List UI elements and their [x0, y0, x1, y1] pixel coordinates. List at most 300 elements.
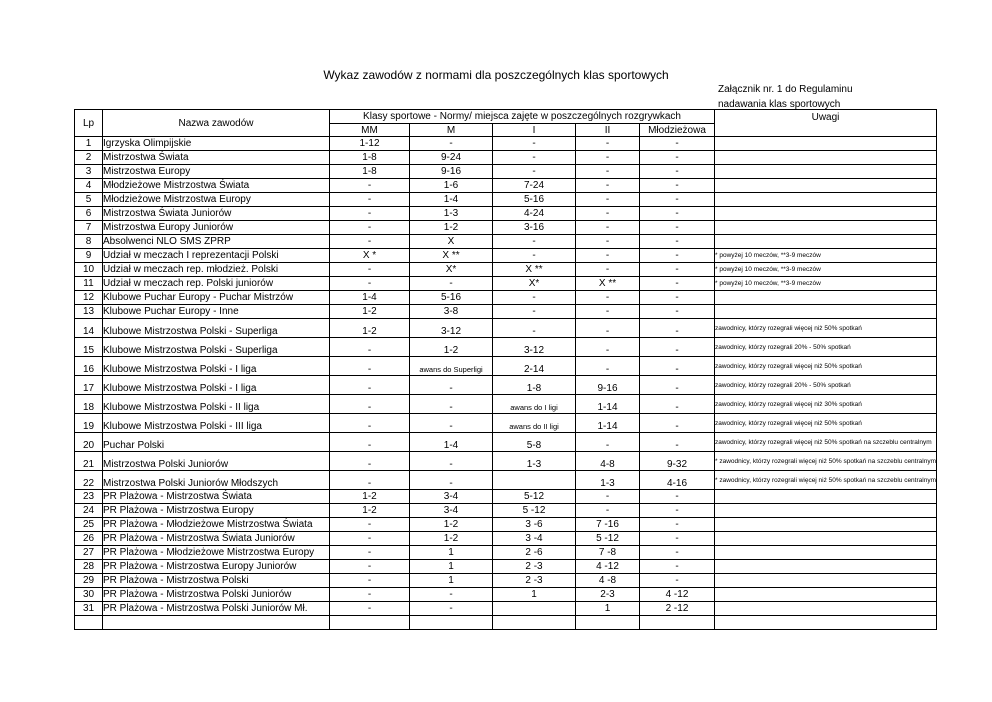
norm-i: 3 -4 — [493, 532, 576, 546]
header-youth: Młodzieżowa — [640, 124, 715, 137]
norm-youth: - — [640, 574, 715, 588]
competition-name: Udział w meczach I reprezentacji Polski — [103, 249, 330, 263]
norm-ii: 1 — [576, 602, 640, 616]
row-number: 13 — [75, 305, 103, 319]
competition-name: PR Plażowa - Młodzieżowe Mistrzostwa Europy — [103, 546, 330, 560]
norm-youth: - — [640, 376, 715, 395]
row-number: 7 — [75, 221, 103, 235]
norm-m: 1-6 — [410, 179, 493, 193]
norm-m: - — [410, 395, 493, 414]
norm-ii: - — [576, 207, 640, 221]
row-number: 4 — [75, 179, 103, 193]
competition-name: Klubowe Mistrzostwa Polski - I liga — [103, 376, 330, 395]
norm-i: - — [493, 151, 576, 165]
table-row — [75, 207, 937, 221]
norm-i: 1 — [493, 588, 576, 602]
competition-name: Puchar Polski — [103, 433, 330, 452]
norm-ii: - — [576, 490, 640, 504]
norm-i: 5-8 — [493, 433, 576, 452]
norm-m: X ** — [410, 249, 493, 263]
table-row — [75, 291, 937, 305]
norm-mm: - — [330, 376, 410, 395]
remark — [715, 602, 937, 616]
competition-name: Mistrzostwa Świata Juniorów — [103, 207, 330, 221]
remark — [715, 305, 937, 319]
row-number: 22 — [75, 471, 103, 490]
norm-i: X ** — [493, 263, 576, 277]
norm-youth: - — [640, 395, 715, 414]
row-number: 3 — [75, 165, 103, 179]
norm-ii: 7 -16 — [576, 518, 640, 532]
norm-m: 1-2 — [410, 518, 493, 532]
empty-cell — [576, 616, 640, 630]
norm-mm: - — [330, 263, 410, 277]
norm-youth: 4 -12 — [640, 588, 715, 602]
norm-ii: - — [576, 357, 640, 376]
norm-youth: 9-32 — [640, 452, 715, 471]
remark — [715, 504, 937, 518]
header-i: I — [493, 124, 576, 137]
competition-name: Klubowe Puchar Europy - Puchar Mistrzów — [103, 291, 330, 305]
remark — [715, 179, 937, 193]
norm-youth: - — [640, 532, 715, 546]
norm-mm: X * — [330, 249, 410, 263]
table-row — [75, 179, 937, 193]
row-number: 1 — [75, 137, 103, 151]
competition-name: PR Plażowa - Młodzieżowe Mistrzostwa Świata — [103, 518, 330, 532]
empty-cell — [640, 616, 715, 630]
table-row — [75, 395, 937, 414]
remark — [715, 221, 937, 235]
remark: zawodnicy, którzy rozegrali więcej niż 50% spotkań — [715, 357, 937, 376]
norm-mm: - — [330, 588, 410, 602]
empty-cell — [75, 616, 103, 630]
norm-mm: - — [330, 433, 410, 452]
norm-i: 3 -6 — [493, 518, 576, 532]
norm-youth: - — [640, 560, 715, 574]
competition-name: Udział w meczach rep. młodzież. Polski — [103, 263, 330, 277]
norm-ii: 9-16 — [576, 376, 640, 395]
competition-name: PR Plażowa - Mistrzostwa Europy Juniorów — [103, 560, 330, 574]
norm-ii: - — [576, 504, 640, 518]
remark — [715, 532, 937, 546]
norm-youth: - — [640, 207, 715, 221]
empty-cell — [410, 616, 493, 630]
norm-ii: 2-3 — [576, 588, 640, 602]
competition-name: Mistrzostwa Europy — [103, 165, 330, 179]
remark: * powyżej 10 meczów, **3-9 meczów — [715, 249, 937, 263]
norm-i: - — [493, 305, 576, 319]
norms-table — [74, 109, 937, 630]
row-number: 9 — [75, 249, 103, 263]
row-number: 2 — [75, 151, 103, 165]
norm-youth: - — [640, 357, 715, 376]
norm-m: 1 — [410, 574, 493, 588]
remark: * powyżej 10 meczów, **3-9 meczów — [715, 263, 937, 277]
remark — [715, 560, 937, 574]
competition-name: PR Plażowa - Mistrzostwa Świata — [103, 490, 330, 504]
norm-i: 3-16 — [493, 221, 576, 235]
table-row — [75, 221, 937, 235]
norm-i: - — [493, 319, 576, 338]
row-number: 18 — [75, 395, 103, 414]
norm-i: 2-14 — [493, 357, 576, 376]
table-row — [75, 376, 937, 395]
row-number: 28 — [75, 560, 103, 574]
norm-ii: 4 -8 — [576, 574, 640, 588]
norm-m: 1-4 — [410, 193, 493, 207]
empty-cell — [493, 616, 576, 630]
norm-ii: 1-14 — [576, 414, 640, 433]
row-number: 12 — [75, 291, 103, 305]
norm-ii: - — [576, 235, 640, 249]
header-ii: II — [576, 124, 640, 137]
row-number: 11 — [75, 277, 103, 291]
norm-ii: 1-14 — [576, 395, 640, 414]
norm-ii: 5 -12 — [576, 532, 640, 546]
competition-name: Klubowe Puchar Europy - Inne — [103, 305, 330, 319]
competition-name: PR Plażowa - Mistrzostwa Polski Juniorów — [103, 588, 330, 602]
remark — [715, 291, 937, 305]
norm-ii: 1-3 — [576, 471, 640, 490]
norm-youth: 2 -12 — [640, 602, 715, 616]
norm-mm: - — [330, 207, 410, 221]
norm-mm: - — [330, 357, 410, 376]
norm-i: 7-24 — [493, 179, 576, 193]
norm-ii: - — [576, 263, 640, 277]
norm-youth: - — [640, 319, 715, 338]
table-body — [75, 137, 937, 630]
table-row — [75, 532, 937, 546]
norm-youth: - — [640, 165, 715, 179]
competition-name: Udział w meczach rep. Polski juniorów — [103, 277, 330, 291]
competition-name: Mistrzostwa Europy Juniorów — [103, 221, 330, 235]
row-number: 26 — [75, 532, 103, 546]
row-number: 16 — [75, 357, 103, 376]
norm-m: 1-2 — [410, 532, 493, 546]
norm-i: 2 -3 — [493, 574, 576, 588]
norm-youth: - — [640, 179, 715, 193]
competition-name: PR Plażowa - Mistrzostwa Polski — [103, 574, 330, 588]
competition-name: Klubowe Mistrzostwa Polski - I liga — [103, 357, 330, 376]
header-lp: Lp — [75, 110, 103, 137]
remark — [715, 518, 937, 532]
norm-youth: - — [640, 263, 715, 277]
norm-i: awans do II ligi — [493, 414, 576, 433]
table-row — [75, 560, 937, 574]
remark — [715, 165, 937, 179]
header-row-1 — [75, 110, 937, 124]
remark — [715, 574, 937, 588]
norm-mm: - — [330, 452, 410, 471]
annex-note — [718, 82, 853, 112]
remark — [715, 151, 937, 165]
row-number: 19 — [75, 414, 103, 433]
table-row — [75, 490, 937, 504]
norm-mm: - — [330, 602, 410, 616]
norm-youth: - — [640, 235, 715, 249]
norm-mm: - — [330, 193, 410, 207]
norm-youth: - — [640, 137, 715, 151]
norm-m: 9-16 — [410, 165, 493, 179]
remark — [715, 207, 937, 221]
norm-mm: - — [330, 574, 410, 588]
remark — [715, 588, 937, 602]
norm-ii: - — [576, 165, 640, 179]
norm-i: 1-8 — [493, 376, 576, 395]
norm-mm: - — [330, 235, 410, 249]
norm-i: awans do I ligi — [493, 395, 576, 414]
norm-youth: 4-16 — [640, 471, 715, 490]
remark — [715, 137, 937, 151]
row-number: 29 — [75, 574, 103, 588]
norm-ii: - — [576, 319, 640, 338]
norm-m: - — [410, 452, 493, 471]
header-mm: MM — [330, 124, 410, 137]
norm-i: - — [493, 165, 576, 179]
norm-mm: - — [330, 518, 410, 532]
table-row — [75, 305, 937, 319]
norm-i: 5-16 — [493, 193, 576, 207]
norm-ii: - — [576, 137, 640, 151]
norm-youth: - — [640, 433, 715, 452]
competition-name: Młodzieżowe Mistrzostwa Europy — [103, 193, 330, 207]
row-number: 30 — [75, 588, 103, 602]
header-classes: Klasy sportowe - Normy/ miejsca zajęte w poszczególnych rozgrywkach — [330, 110, 715, 124]
norm-i: - — [493, 137, 576, 151]
norm-m: 9-24 — [410, 151, 493, 165]
table-row-empty — [75, 616, 937, 630]
remark: zawodnicy, którzy rozegrali więcej niż 30% spotkań — [715, 395, 937, 414]
norm-m: - — [410, 588, 493, 602]
norm-m: 3-4 — [410, 490, 493, 504]
norm-mm: 1-12 — [330, 137, 410, 151]
row-number: 8 — [75, 235, 103, 249]
competition-name: Absolwenci NLO SMS ZPRP — [103, 235, 330, 249]
header-name: Nazwa zawodów — [103, 110, 330, 137]
row-number: 21 — [75, 452, 103, 471]
norm-mm: 1-2 — [330, 490, 410, 504]
table-row — [75, 546, 937, 560]
norm-m: 3-4 — [410, 504, 493, 518]
competition-name: PR Plażowa - Mistrzostwa Polski Juniorów Mł. — [103, 602, 330, 616]
competition-name: Mistrzostwa Świata — [103, 151, 330, 165]
norm-m: - — [410, 602, 493, 616]
norm-mm: - — [330, 414, 410, 433]
table-row — [75, 452, 937, 471]
row-number: 17 — [75, 376, 103, 395]
norm-ii: - — [576, 193, 640, 207]
row-number: 6 — [75, 207, 103, 221]
table-row — [75, 433, 937, 452]
table-row — [75, 588, 937, 602]
row-number: 25 — [75, 518, 103, 532]
norm-i: 2 -6 — [493, 546, 576, 560]
norm-i — [493, 471, 576, 490]
annex-line-1: Załącznik nr. 1 do Regulaminu — [718, 84, 853, 95]
norm-mm: - — [330, 338, 410, 357]
empty-cell — [715, 616, 937, 630]
norm-mm: - — [330, 546, 410, 560]
row-number: 27 — [75, 546, 103, 560]
remark: zawodnicy, którzy rozegrali 20% - 50% spotkań — [715, 376, 937, 395]
table-row — [75, 518, 937, 532]
norm-m: X — [410, 235, 493, 249]
row-number: 20 — [75, 433, 103, 452]
norm-ii: 7 -8 — [576, 546, 640, 560]
norm-i: X* — [493, 277, 576, 291]
row-number: 10 — [75, 263, 103, 277]
norm-m: - — [410, 471, 493, 490]
row-number: 31 — [75, 602, 103, 616]
table-row — [75, 471, 937, 490]
norm-youth: - — [640, 249, 715, 263]
table-row — [75, 151, 937, 165]
competition-name: Mistrzostwa Polski Juniorów — [103, 452, 330, 471]
table-row — [75, 137, 937, 151]
norm-m: 3-8 — [410, 305, 493, 319]
norm-youth: - — [640, 193, 715, 207]
remark: * zawodnicy, którzy rozegrali więcej niż 50% spotkań na szczeblu centralnym — [715, 452, 937, 471]
norm-ii: - — [576, 221, 640, 235]
norm-m: 1 — [410, 546, 493, 560]
norm-i: 2 -3 — [493, 560, 576, 574]
norm-mm: 1-2 — [330, 319, 410, 338]
norm-youth: - — [640, 277, 715, 291]
norm-youth: - — [640, 490, 715, 504]
competition-name: Igrzyska Olimpijskie — [103, 137, 330, 151]
competition-name: Mistrzostwa Polski Juniorów Młodszych — [103, 471, 330, 490]
competition-name: Klubowe Mistrzostwa Polski - Superliga — [103, 319, 330, 338]
competition-name: PR Plażowa - Mistrzostwa Świata Juniorów — [103, 532, 330, 546]
norm-ii: - — [576, 291, 640, 305]
document-title: Wykaz zawodów z normami dla poszczególnych klas sportowych — [323, 68, 669, 82]
norm-i: 3-12 — [493, 338, 576, 357]
norm-mm: - — [330, 532, 410, 546]
table-row — [75, 277, 937, 291]
table-row — [75, 574, 937, 588]
norm-youth: - — [640, 414, 715, 433]
table-row — [75, 263, 937, 277]
remark — [715, 235, 937, 249]
norm-ii: - — [576, 179, 640, 193]
norm-i: 5-12 — [493, 490, 576, 504]
norm-mm: - — [330, 395, 410, 414]
norm-youth: - — [640, 518, 715, 532]
norm-m: 1-2 — [410, 221, 493, 235]
row-number: 14 — [75, 319, 103, 338]
norm-m: 1-2 — [410, 338, 493, 357]
norm-ii: 4-8 — [576, 452, 640, 471]
norm-m: - — [410, 414, 493, 433]
competition-name: Klubowe Mistrzostwa Polski - Superliga — [103, 338, 330, 357]
norm-ii: - — [576, 305, 640, 319]
norm-youth: - — [640, 338, 715, 357]
table-row — [75, 338, 937, 357]
row-number: 15 — [75, 338, 103, 357]
norm-ii: - — [576, 151, 640, 165]
annex-line-2: nadawania klas sportowych — [718, 99, 841, 110]
norm-mm: - — [330, 471, 410, 490]
row-number: 24 — [75, 504, 103, 518]
empty-cell — [103, 616, 330, 630]
remark: zawodnicy, którzy rozegrali więcej niż 50% spotkań na szczeblu centralnym — [715, 433, 937, 452]
norm-ii: - — [576, 338, 640, 357]
norm-mm: 1-8 — [330, 165, 410, 179]
norm-youth: - — [640, 305, 715, 319]
remark: zawodnicy, którzy rozegrali więcej niż 50% spotkań — [715, 319, 937, 338]
norm-i: - — [493, 235, 576, 249]
table-row — [75, 602, 937, 616]
norm-youth: - — [640, 151, 715, 165]
norm-youth: - — [640, 546, 715, 560]
norm-youth: - — [640, 504, 715, 518]
norm-m: 1-4 — [410, 433, 493, 452]
norm-ii: - — [576, 433, 640, 452]
norm-m: - — [410, 137, 493, 151]
norm-mm: - — [330, 560, 410, 574]
norm-i: 5 -12 — [493, 504, 576, 518]
norm-m: 3-12 — [410, 319, 493, 338]
remark — [715, 193, 937, 207]
competition-name: Młodzieżowe Mistrzostwa Świata — [103, 179, 330, 193]
table-row — [75, 193, 937, 207]
norm-mm: 1-2 — [330, 504, 410, 518]
table-row — [75, 504, 937, 518]
norm-i: 4-24 — [493, 207, 576, 221]
norm-i: 1-3 — [493, 452, 576, 471]
norm-i — [493, 602, 576, 616]
norm-m: - — [410, 277, 493, 291]
table-row — [75, 414, 937, 433]
table-row — [75, 357, 937, 376]
norm-mm: - — [330, 179, 410, 193]
remark: zawodnicy, którzy rozegrali 20% - 50% spotkań — [715, 338, 937, 357]
norm-m: 1 — [410, 560, 493, 574]
norm-m: 1-3 — [410, 207, 493, 221]
norm-m: 5-16 — [410, 291, 493, 305]
norm-m: - — [410, 376, 493, 395]
norm-mm: 1-4 — [330, 291, 410, 305]
norm-i: - — [493, 249, 576, 263]
row-number: 5 — [75, 193, 103, 207]
norm-ii: - — [576, 249, 640, 263]
remark: zawodnicy, którzy rozegrali więcej niż 50% spotkań — [715, 414, 937, 433]
norm-mm: - — [330, 277, 410, 291]
header-remarks: Uwagi — [715, 110, 937, 137]
table-row — [75, 235, 937, 249]
norm-ii: 4 -12 — [576, 560, 640, 574]
norm-m: X* — [410, 263, 493, 277]
header-m: M — [410, 124, 493, 137]
competition-name: Klubowe Mistrzostwa Polski - III liga — [103, 414, 330, 433]
norm-mm: - — [330, 221, 410, 235]
competition-name: PR Plażowa - Mistrzostwa Europy — [103, 504, 330, 518]
remark — [715, 546, 937, 560]
norm-i: - — [493, 291, 576, 305]
norm-mm: 1-8 — [330, 151, 410, 165]
competition-name: Klubowe Mistrzostwa Polski - II liga — [103, 395, 330, 414]
table-row — [75, 319, 937, 338]
row-number: 23 — [75, 490, 103, 504]
norm-youth: - — [640, 291, 715, 305]
table-row — [75, 165, 937, 179]
remark: * powyżej 10 meczów, **3-9 meczów — [715, 277, 937, 291]
norm-youth: - — [640, 221, 715, 235]
remark — [715, 490, 937, 504]
norm-m: awans do Superligi — [410, 357, 493, 376]
table-row — [75, 249, 937, 263]
